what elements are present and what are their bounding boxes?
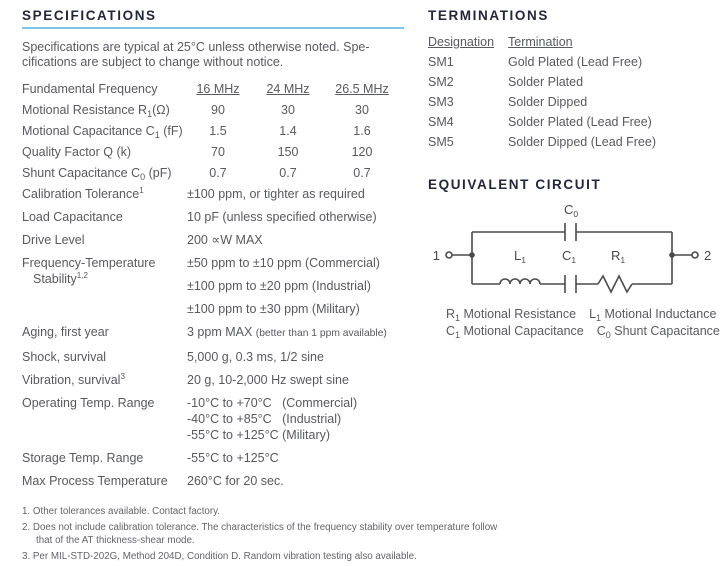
specifications-intro — [22, 40, 404, 70]
legend-c0: $C_0$ Shunt Capacitance — [596, 323, 720, 340]
equivalent-circuit-section — [428, 177, 720, 340]
parameter-row — [22, 451, 404, 465]
spec-value: 70 — [211, 145, 225, 159]
spec-label: Load Capacitance — [22, 210, 123, 224]
terminations-title: TERMINATIONS — [428, 8, 549, 23]
spec-value: 10 pF (unless specified otherwise) — [187, 210, 377, 224]
footnote-2: 2. Does not include calibration tolerance. The characteristics of the frequency stability over temperature follow that of the AT thickness-shear mode. — [22, 522, 498, 546]
parameter-row — [22, 396, 404, 442]
table-row — [428, 56, 720, 73]
column-header-26-5mhz: 26.5 MHz — [335, 82, 389, 96]
terminations-section — [428, 8, 720, 153]
table-row — [22, 103, 404, 117]
legend-r1: $R_1$ Motional Resistance — [446, 306, 577, 323]
spec-value: 3 ppm MAX (better than 1 ppm available) — [187, 325, 387, 339]
spec-value: 1.6 — [353, 124, 371, 138]
spec-value: 120 — [351, 145, 373, 159]
accent-rule — [22, 27, 404, 29]
spec-value: 20 g, 10-2,000 Hz swept sine — [187, 373, 349, 387]
spec-label: Aging, first year — [22, 325, 109, 339]
column-header-designation: Designation — [428, 35, 495, 49]
termination-cell: Solder Plated (Lead Free) — [508, 115, 652, 129]
spec-label: Frequency-Temperature Stability$^{1,2}$ — [22, 256, 156, 286]
legend-l1: $L_1$ Motional Inductance — [589, 306, 717, 323]
spec-value: 260°C for 20 sec. — [187, 474, 284, 488]
spec-label: Shock, survival — [22, 350, 107, 364]
designation-cell: SM4 — [428, 115, 454, 129]
c1-label: $C_1$ — [561, 247, 577, 265]
footnote-1: 1. Other tolerances available. Contact factory. — [22, 506, 221, 517]
parameter-row — [22, 373, 404, 387]
spec-label: Calibration Tolerance$^1$ — [22, 185, 144, 201]
termination-cell: Solder Plated — [508, 75, 584, 89]
terminal-1-node — [446, 252, 452, 258]
equivalent-circuit-diagram — [430, 202, 714, 302]
designation-cell: SM3 — [428, 95, 454, 109]
column-label: Fundamental Frequency — [22, 82, 158, 96]
junction-dot-left — [469, 252, 475, 258]
spec-value: 0.7 — [279, 166, 297, 180]
spec-label: Motional Capacitance $C_1$ (fF) — [22, 124, 183, 140]
spec-label: Storage Temp. Range — [22, 451, 144, 465]
termination-cell: Gold Plated (Lead Free) — [508, 55, 643, 69]
right-column — [428, 8, 720, 566]
l1-label: $L_1$ — [514, 247, 526, 265]
terminations-table-header — [428, 36, 720, 53]
spec-value: ±50 ppm to ±10 ppm (Commercial) ±100 ppm to ±20 ppm (Industrial) ±100 ppm to ±30 ppm (Military) — [187, 256, 380, 316]
intro-line-2: cifications are subject to change without notice. — [22, 55, 284, 69]
spec-value: 30 — [355, 103, 369, 117]
parameter-row — [22, 350, 404, 364]
spec-label: Quality Factor Q (k) — [22, 145, 132, 159]
table-row — [22, 124, 404, 138]
spec-value: 150 — [277, 145, 299, 159]
column-header-termination: Termination — [508, 35, 573, 49]
table-row — [428, 116, 720, 133]
spec-value: 1.5 — [209, 124, 227, 138]
spec-value: 5,000 g, 0.3 ms, 1/2 sine — [187, 350, 324, 364]
specifications-title: SPECIFICATIONS — [22, 8, 157, 23]
spec-label: Max Process Temperature — [22, 474, 168, 488]
spec-label: Motional Resistance $R_1(\Omega)$ — [22, 103, 170, 119]
table-row — [428, 136, 720, 153]
parameter-row — [22, 256, 404, 316]
parameter-row — [22, 474, 404, 488]
designation-cell: SM5 — [428, 135, 454, 149]
equivalent-circuit-title: EQUIVALENT CIRCUIT — [428, 176, 602, 192]
spec-label: Drive Level — [22, 233, 85, 247]
parameter-row — [22, 233, 404, 247]
r1-label: $R_1$ — [610, 247, 626, 265]
spec-value: 0.7 — [353, 166, 371, 180]
spec-value: -55°C to +125°C — [187, 451, 279, 465]
table-row — [428, 76, 720, 93]
parameter-list — [22, 187, 404, 488]
l1-inductor-coil — [500, 279, 540, 284]
spec-label: Shunt Capacitance $C_0$ (pF) — [22, 166, 172, 182]
spec-value: ±100 ppm, or tighter as required — [187, 187, 365, 201]
frequency-table — [22, 82, 404, 180]
legend-line-2 — [446, 323, 720, 340]
termination-cell: Solder Dipped — [508, 95, 588, 109]
table-row — [22, 166, 404, 180]
circuit-legend — [446, 306, 720, 340]
spec-value: 0.7 — [209, 166, 227, 180]
footnote-3: 3. Per MIL-STD-202G, Method 204D, Condition D. Random vibration testing also available. — [22, 551, 417, 562]
legend-c1: $C_1$ Motional Capacitance — [446, 323, 584, 340]
frequency-table-header — [22, 82, 404, 96]
termination-cell: Solder Dipped (Lead Free) — [508, 135, 656, 149]
terminal-1-label: 1 — [432, 247, 440, 263]
spec-value: 30 — [281, 103, 295, 117]
table-row — [428, 96, 720, 113]
terminal-2-label: 2 — [704, 247, 712, 263]
r1-resistor-zigzag — [598, 276, 632, 292]
terminal-2-node — [692, 252, 698, 258]
spec-value: -10°C to +70°C (Commercial) -40°C to +85°C (Industrial) -55°C to +125°C (Military) — [187, 396, 358, 442]
terminations-table — [428, 36, 720, 153]
column-header-16mhz: 16 MHz — [196, 82, 240, 96]
parameter-row — [22, 187, 404, 201]
spec-value: 90 — [211, 103, 225, 117]
parameter-row — [22, 210, 404, 224]
spec-value: 200 ∝W MAX — [187, 233, 263, 247]
spec-value: 1.4 — [279, 124, 297, 138]
designation-cell: SM1 — [428, 55, 454, 69]
parameter-row — [22, 325, 404, 341]
table-row — [22, 145, 404, 159]
column-header-24mhz: 24 MHz — [266, 82, 310, 96]
intro-line-1: Specifications are typical at 25°C unless otherwise noted. Spe- — [22, 40, 370, 54]
legend-line-1 — [446, 306, 720, 323]
c0-label: $C_0$ — [563, 201, 579, 219]
spec-label: Operating Temp. Range — [22, 396, 155, 410]
designation-cell: SM2 — [428, 75, 454, 89]
spec-label: Vibration, survival$^3$ — [22, 371, 125, 387]
